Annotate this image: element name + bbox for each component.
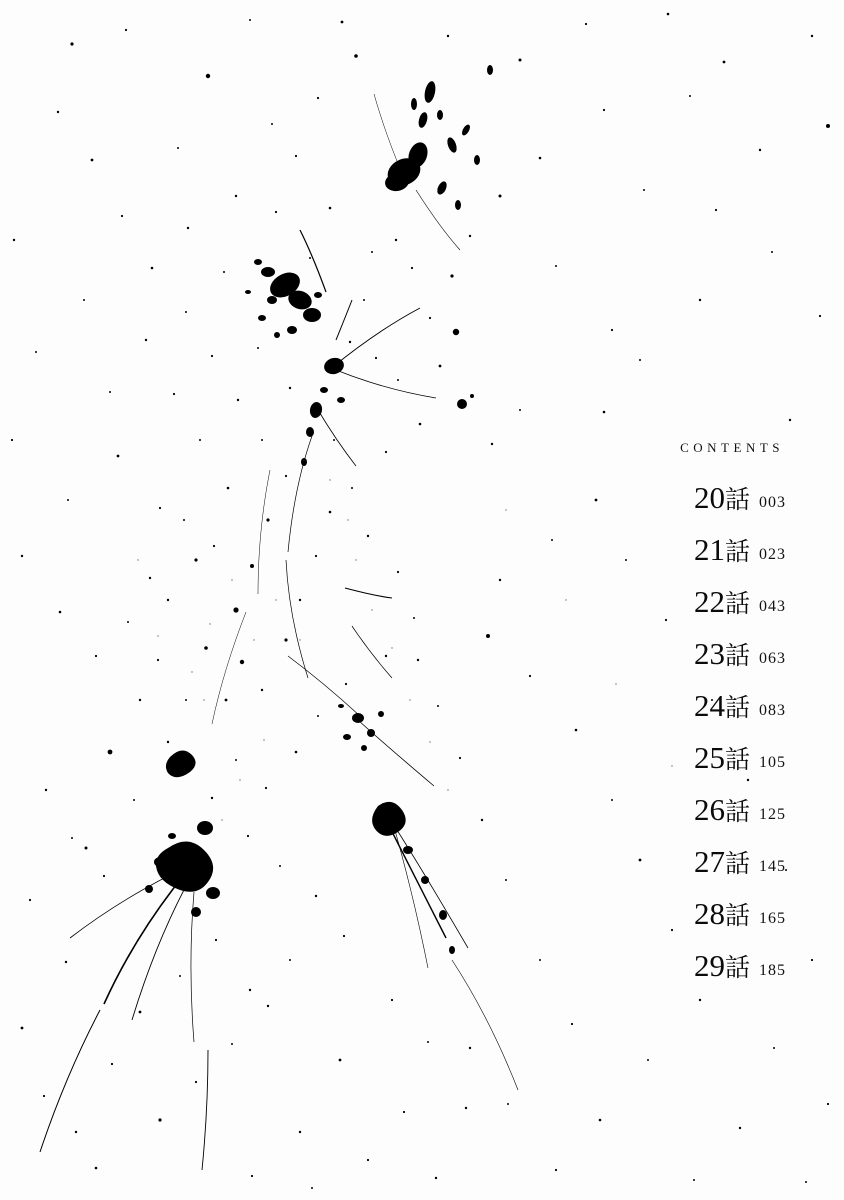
toc-page-number: 165	[759, 910, 786, 927]
toc-entry[interactable]	[606, 690, 786, 721]
toc-entry[interactable]	[606, 638, 786, 669]
toc-entry[interactable]	[606, 794, 786, 825]
contents-heading: CONTENTS	[680, 440, 784, 455]
toc-chapter-unit: 話	[724, 851, 750, 878]
toc-entry[interactable]	[606, 742, 786, 773]
toc-chapter-unit: 話	[724, 591, 750, 618]
toc-chapter-number: 23話	[693, 636, 750, 671]
toc-entry[interactable]	[606, 534, 786, 565]
toc-page-number: 083	[759, 702, 786, 719]
toc-chapter-unit: 話	[724, 539, 750, 566]
toc-chapter-number: 29話	[693, 948, 750, 983]
toc-chapter-unit: 話	[724, 747, 750, 774]
toc-chapter-unit: 話	[724, 643, 750, 670]
toc-page-number: 185	[759, 962, 786, 979]
toc-page-number: 003	[759, 494, 786, 511]
toc-chapter-number: 20話	[693, 480, 750, 515]
toc-page-number: 063	[759, 650, 786, 667]
toc-page-number: 105	[759, 754, 786, 771]
toc-page-number: 043	[759, 598, 786, 615]
toc-entry[interactable]	[606, 586, 786, 617]
toc-entry[interactable]	[606, 846, 786, 877]
toc-chapter-number: 27話	[693, 844, 750, 879]
toc-page-number: 145	[759, 858, 786, 875]
toc-chapter-unit: 話	[724, 903, 750, 930]
toc-chapter-unit: 話	[724, 487, 750, 514]
toc-entry[interactable]	[606, 950, 786, 981]
toc-chapter-number: 24話	[693, 688, 750, 723]
toc-chapter-unit: 話	[724, 695, 750, 722]
toc-chapter-unit: 話	[724, 955, 750, 982]
toc-chapter-number: 21話	[693, 532, 750, 567]
toc-chapter-unit: 話	[724, 799, 750, 826]
toc-page-number: 023	[759, 546, 786, 563]
toc-chapter-number: 25話	[693, 740, 750, 775]
toc-chapter-number: 28話	[693, 896, 750, 931]
toc-chapter-number: 26話	[693, 792, 750, 827]
contents-section	[606, 440, 786, 1002]
toc-entry[interactable]	[606, 482, 786, 513]
toc-entry[interactable]	[606, 898, 786, 929]
toc-page-number: 125	[759, 806, 786, 823]
toc-chapter-number: 22話	[693, 584, 750, 619]
